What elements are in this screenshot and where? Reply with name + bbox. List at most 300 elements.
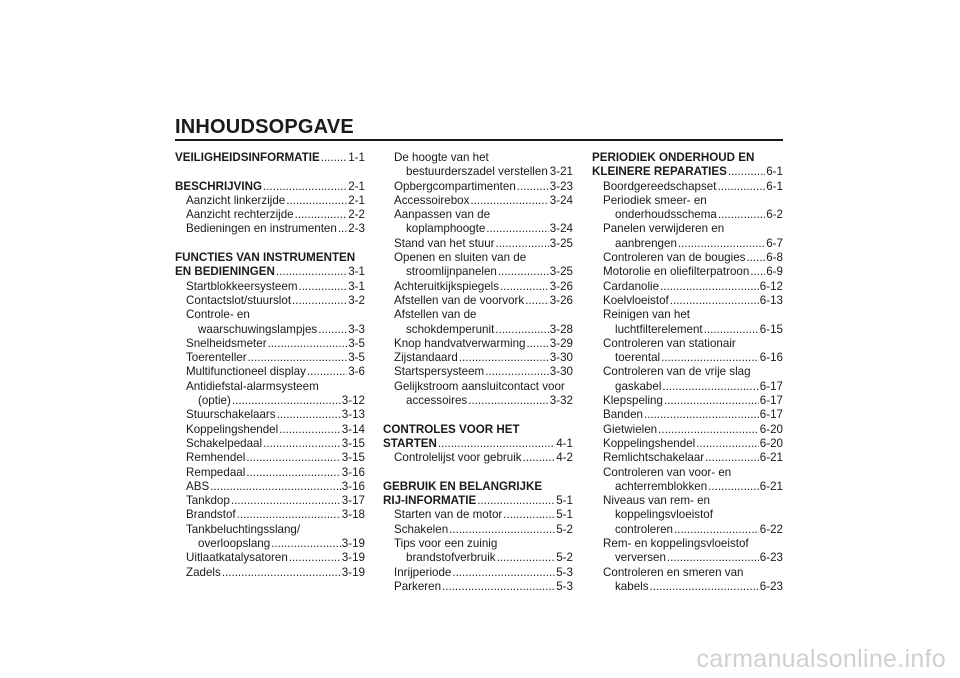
toc-entry-title: accessoires: [406, 394, 468, 408]
toc-entry: [383, 222, 573, 236]
toc-page-number: 6-16: [759, 351, 783, 365]
toc-page-number: 3-15: [341, 436, 365, 450]
toc-page-number: 3-18: [341, 508, 365, 522]
toc-entry: [383, 451, 573, 465]
toc-entry: [175, 408, 365, 422]
toc-page-number: 3-5: [348, 336, 365, 350]
toc-entry-title: PERIODIEK ONDERHOUD EN: [592, 151, 755, 164]
toc-entry-title: verversen: [615, 551, 666, 565]
toc-leader-dots: [452, 566, 555, 580]
toc-leader-dots: [746, 251, 765, 265]
toc-leader-dots: [470, 194, 548, 208]
toc-entry: [383, 508, 573, 522]
toc-entry-title: Multifunctioneel display: [186, 365, 306, 379]
toc-entry: [175, 551, 365, 565]
toc-page-number: 3-12: [341, 394, 365, 408]
toc-leader-dots: [486, 222, 548, 236]
toc-leader-dots: [263, 437, 341, 451]
toc-page-number: 6-13: [759, 293, 783, 307]
toc-entry-title: GEBRUIK EN BELANGRIJKE: [383, 479, 543, 493]
toc-entry-title: Startblokkeersysteem: [186, 279, 298, 293]
toc-entry-title: Bedieningen en instrumenten: [186, 222, 337, 236]
toc-entry-title: kabels: [615, 579, 649, 593]
toc-leader-dots: [708, 480, 759, 494]
toc-page-number: 1-1: [348, 151, 365, 164]
toc-entry-title: Klepspeling: [603, 394, 663, 408]
toc-page-number: 6-15: [759, 322, 783, 336]
toc-entry-title: Inrijperiode: [394, 565, 452, 579]
toc-entry-title: Controle- en: [186, 308, 250, 322]
toc-entry-title: koppelingsvloeistof: [615, 508, 713, 522]
toc-leader-dots: [271, 537, 341, 551]
toc-page-number: 6-17: [759, 394, 783, 408]
toc-page-number: 6-8: [766, 251, 783, 265]
toc-page-number: 3-6: [348, 365, 365, 379]
toc-page-number: 3-19: [341, 537, 365, 551]
toc-entry: [383, 237, 573, 251]
toc-leader-dots: [295, 208, 348, 222]
toc-entry: [592, 394, 783, 408]
toc-entry: [383, 580, 573, 594]
toc-entry: [175, 466, 365, 480]
toc-leader-dots: [279, 423, 341, 437]
toc-entry-title: Zijstandaard: [394, 351, 458, 365]
toc-entry: [175, 280, 365, 294]
toc-entry-title: Motorolie en oliefilterpatroon: [603, 265, 750, 279]
toc-chapter-entry: [175, 251, 365, 265]
toc-entry-title: Starten van de motor: [394, 508, 503, 522]
toc-entry-title: bestuurderszadel verstellen: [406, 165, 548, 179]
toc-leader-dots: [277, 408, 341, 422]
toc-entry-title: onderhoudsschema: [615, 208, 717, 222]
toc-spacer: [175, 237, 365, 251]
toc-entry-title: Controleren van voor- en: [603, 465, 732, 479]
toc-entry: [383, 551, 573, 565]
toc-page-number: 6-17: [759, 379, 783, 393]
toc-entry-title: Controleren van stationair: [603, 336, 736, 350]
toc-entry: [592, 437, 783, 451]
toc-entry-title: Tankbeluchtingsslang/: [186, 522, 301, 536]
toc-entry: [383, 194, 573, 208]
title-divider: [175, 139, 783, 141]
toc-entry: [592, 222, 783, 236]
toc-chapter-entry: [592, 151, 783, 165]
toc-page-number: 6-21: [759, 479, 783, 493]
toc-entry: [383, 251, 573, 265]
toc-page-number: 6-20: [759, 436, 783, 450]
toc-entry: [592, 408, 783, 422]
toc-entry: [175, 323, 365, 337]
toc-entry: [592, 351, 783, 365]
toc-entry-title: Contactslot/stuurslot: [186, 293, 292, 307]
toc-leader-dots: [321, 151, 348, 165]
toc-entry-title: Remlichtschakelaar: [603, 451, 705, 465]
toc-entry: [592, 265, 783, 279]
toc-entry-title: Rem- en koppelingsvloeistof: [603, 537, 749, 551]
toc-entry-title: VEILIGHEIDSINFORMATIE: [175, 151, 320, 164]
toc-leader-dots: [298, 280, 347, 294]
toc-leader-dots: [292, 294, 347, 308]
toc-spacer: [383, 408, 573, 422]
toc-entry-title: Startspersysteem: [394, 365, 485, 379]
toc-entry: [383, 280, 573, 294]
toc-page-number: 3-23: [549, 179, 573, 193]
toc-entry: [383, 380, 573, 394]
page-title: INHOUDSOPGAVE: [175, 116, 354, 138]
toc-entry: [592, 537, 783, 551]
toc-entry: [175, 222, 365, 236]
toc-entry: [592, 523, 783, 537]
toc-entry: [175, 537, 365, 551]
toc-leader-dots: [662, 380, 758, 394]
toc-page-number: 6-7: [766, 236, 783, 250]
toc-page-number: 2-2: [348, 208, 365, 222]
toc-entry: [175, 308, 365, 322]
toc-page-number: 3-30: [549, 365, 573, 379]
toc-leader-dots: [658, 423, 759, 437]
toc-chapter-entry: [383, 423, 573, 437]
toc-entry: [592, 380, 783, 394]
toc-entry-title: De hoogte van het: [394, 151, 489, 164]
toc-entry-title: RIJ-INFORMATIE: [383, 494, 477, 508]
toc-page-number: 5-1: [556, 494, 573, 508]
toc-page-number: 6-2: [766, 208, 783, 222]
toc-page-number: 3-25: [549, 236, 573, 250]
toc-entry-title: Brandstof: [186, 508, 236, 522]
toc-leader-dots: [468, 394, 549, 408]
toc-entry: [383, 265, 573, 279]
toc-entry-title: EN BEDIENINGEN: [175, 265, 275, 279]
toc-leader-dots: [210, 480, 341, 494]
toc-entry-title: Cardanolie: [603, 279, 660, 293]
toc-entry-title: FUNCTIES VAN INSTRUMENTEN: [175, 251, 356, 265]
toc-leader-dots: [263, 180, 347, 194]
toc-entry-title: toerental: [615, 351, 661, 365]
toc-page-number: 3-1: [348, 265, 365, 279]
toc-entry: [175, 523, 365, 537]
toc-chapter-entry: [592, 165, 783, 179]
toc-column-2: [383, 151, 573, 594]
toc-entry-title: stroomlijnpanelen: [406, 265, 497, 279]
toc-leader-dots: [442, 580, 555, 594]
toc-spacer: [383, 466, 573, 480]
toc-page-number: 3-13: [341, 408, 365, 422]
toc-entry: [592, 337, 783, 351]
toc-page-number: 3-3: [348, 322, 365, 336]
toc-entry: [175, 508, 365, 522]
toc-entry-title: Openen en sluiten van de: [394, 251, 527, 265]
toc-entry: [592, 180, 783, 194]
toc-entry: [592, 194, 783, 208]
toc-entry: [592, 294, 783, 308]
toc-column-1: [175, 151, 365, 580]
toc-entry-title: Stuurschakelaars: [186, 408, 276, 422]
toc-leader-dots: [318, 323, 347, 337]
toc-entry: [175, 437, 365, 451]
toc-leader-dots: [750, 265, 765, 279]
toc-leader-dots: [660, 280, 759, 294]
toc-page-number: 5-3: [556, 565, 573, 579]
toc-entry-title: Panelen verwijderen en: [603, 222, 725, 236]
toc-leader-dots: [232, 394, 341, 408]
toc-entry-title: Aanzicht rechterzijde: [186, 208, 294, 222]
toc-entry-title: Controlelijst voor gebruik: [394, 451, 522, 465]
toc-page-number: 3-2: [348, 293, 365, 307]
toc-page-number: 5-2: [556, 522, 573, 536]
toc-leader-dots: [678, 237, 765, 251]
toc-leader-dots: [696, 437, 759, 451]
toc-chapter-entry: [175, 265, 365, 279]
toc-leader-dots: [498, 265, 549, 279]
toc-page-number: 6-21: [759, 451, 783, 465]
toc-entry-title: Uitlaatkatalysatoren: [186, 551, 288, 565]
toc-entry: [383, 151, 573, 165]
toc-entry-title: Banden: [603, 408, 643, 422]
toc-entry-title: Aanzicht linkerzijde: [186, 193, 286, 207]
toc-entry: [383, 523, 573, 537]
toc-leader-dots: [248, 351, 348, 365]
toc-entry: [383, 180, 573, 194]
toc-entry: [175, 451, 365, 465]
toc-page-number: 3-15: [341, 451, 365, 465]
toc-entry-title: Koppelingshendel: [186, 422, 279, 436]
toc-leader-dots: [477, 494, 555, 508]
toc-page-number: 6-23: [759, 551, 783, 565]
toc-entry-title: Gietwielen: [603, 422, 658, 436]
toc-entry: [592, 280, 783, 294]
toc-leader-dots: [231, 494, 341, 508]
toc-entry-title: Knop handvatverwarming: [394, 336, 526, 350]
toc-chapter-entry: [175, 180, 365, 194]
toc-entry: [592, 480, 783, 494]
toc-entry-title: Opbergcompartimenten: [394, 179, 516, 193]
toc-leader-dots: [670, 294, 759, 308]
toc-entry: [592, 323, 783, 337]
toc-page-number: 2-3: [348, 222, 365, 236]
toc-page-number: 3-26: [549, 279, 573, 293]
toc-page-number: 2-1: [348, 193, 365, 207]
toc-entry-title: Afstellen van de: [394, 308, 477, 322]
toc-entry: [383, 351, 573, 365]
toc-entry-title: Rempedaal: [186, 465, 246, 479]
toc-entry-title: Koelvloeistof: [603, 293, 669, 307]
toc-page-number: 6-20: [759, 422, 783, 436]
toc-leader-dots: [289, 551, 341, 565]
toc-leader-dots: [495, 323, 548, 337]
toc-spacer: [175, 165, 365, 179]
toc-page-number: 6-12: [759, 279, 783, 293]
toc-entry-title: Periodiek smeer- en: [603, 193, 707, 207]
toc-entry-title: KLEINERE REPARATIES: [592, 165, 727, 179]
toc-entry: [175, 351, 365, 365]
toc-entry: [175, 337, 365, 351]
toc-page-number: 3-14: [341, 422, 365, 436]
toc-entry-title: aanbrengen: [615, 236, 677, 250]
toc-page-number: 3-28: [549, 322, 573, 336]
toc-leader-dots: [459, 351, 549, 365]
toc-entry-title: Parkeren: [394, 579, 442, 593]
toc-entry-title: Gelijkstroom aansluitcontact voor: [394, 379, 565, 393]
toc-leader-dots: [500, 280, 549, 294]
toc-leader-dots: [664, 394, 759, 408]
toc-chapter-entry: [383, 437, 573, 451]
toc-page-number: 5-3: [556, 579, 573, 593]
toc-leader-dots: [222, 566, 341, 580]
toc-entry-title: gaskabel: [615, 379, 662, 393]
toc-entry-title: brandstofverbruik: [406, 551, 496, 565]
toc-entry: [592, 208, 783, 222]
toc-entry: [592, 451, 783, 465]
toc-entry-title: Controleren van de bougies: [603, 251, 746, 265]
toc-entry: [383, 308, 573, 322]
toc-entry: [383, 365, 573, 379]
toc-page-number: 3-26: [549, 293, 573, 307]
toc-leader-dots: [268, 337, 348, 351]
toc-page-number: 2-1: [348, 179, 365, 193]
toc-page-number: 6-17: [759, 408, 783, 422]
toc-page-number: 3-29: [549, 336, 573, 350]
toc-entry-title: Remhendel: [186, 451, 246, 465]
toc-leader-dots: [307, 365, 347, 379]
toc-page-number: 3-24: [549, 193, 573, 207]
toc-entry: [592, 237, 783, 251]
toc-page-number: 6-9: [766, 265, 783, 279]
toc-entry-title: Schakelpedaal: [186, 436, 263, 450]
toc-leader-dots: [517, 180, 549, 194]
toc-leader-dots: [717, 180, 765, 194]
toc-page-number: 5-2: [556, 551, 573, 565]
toc-entry: [592, 251, 783, 265]
toc-entry-title: BESCHRIJVING: [175, 179, 262, 193]
toc-page-number: 3-30: [549, 351, 573, 365]
toc-entry: [175, 365, 365, 379]
toc-entry-title: (optie): [198, 394, 231, 408]
toc-entry-title: luchtfilterelement: [615, 322, 703, 336]
toc-entry-title: Tips voor een zuinig: [394, 537, 498, 551]
toc-entry-title: Snelheidsmeter: [186, 336, 267, 350]
toc-entry: [383, 294, 573, 308]
watermark: carmanualsonline.info: [696, 645, 946, 673]
toc-page-number: 3-19: [341, 565, 365, 579]
toc-entry: [383, 323, 573, 337]
toc-leader-dots: [705, 451, 759, 465]
toc-page-number: 3-21: [549, 165, 573, 179]
toc-entry: [175, 294, 365, 308]
toc-entry: [592, 494, 783, 508]
toc-leader-dots: [338, 222, 347, 236]
toc-page-number: 3-24: [549, 222, 573, 236]
toc-entry: [592, 365, 783, 379]
toc-entry: [383, 208, 573, 222]
toc-entry: [592, 580, 783, 594]
toc-leader-dots: [503, 508, 555, 522]
toc-leader-dots: [496, 237, 549, 251]
toc-leader-dots: [246, 466, 340, 480]
toc-leader-dots: [667, 551, 759, 565]
toc-leader-dots: [650, 580, 759, 594]
toc-leader-dots: [526, 337, 548, 351]
toc-entry-title: waarschuwingslampjes: [198, 322, 318, 336]
toc-entry-title: Aanpassen van de: [394, 208, 491, 222]
toc-entry: [592, 308, 783, 322]
toc-entry-title: Accessoirebox: [394, 193, 470, 207]
toc-entry: [175, 194, 365, 208]
toc-entry: [592, 566, 783, 580]
toc-leader-dots: [644, 408, 759, 422]
toc-page-number: 3-25: [549, 265, 573, 279]
toc-page-number: 3-19: [341, 551, 365, 565]
toc-leader-dots: [674, 523, 759, 537]
toc-page-number: 6-1: [766, 165, 783, 179]
toc-leader-dots: [497, 551, 556, 565]
toc-leader-dots: [276, 265, 347, 279]
toc-entry: [592, 466, 783, 480]
toc-entry-title: controleren: [615, 522, 674, 536]
toc-entry-title: STARTEN: [383, 436, 437, 450]
toc-entry-title: Boordgereedschapset: [603, 179, 717, 193]
toc-entry-title: ABS: [186, 479, 210, 493]
toc-entry-title: Toerenteller: [186, 351, 247, 365]
toc-page-number: 6-23: [759, 579, 783, 593]
toc-entry: [175, 566, 365, 580]
toc-column-3: [592, 151, 783, 594]
toc-entry-title: Controleren van de vrije slag: [603, 365, 751, 379]
toc-leader-dots: [704, 323, 759, 337]
toc-entry-title: Zadels: [186, 565, 221, 579]
toc-page-number: 3-32: [549, 394, 573, 408]
toc-leader-dots: [523, 451, 556, 465]
toc-page-number: 3-5: [348, 351, 365, 365]
toc-leader-dots: [286, 194, 347, 208]
toc-leader-dots: [449, 523, 555, 537]
toc-entry: [175, 208, 365, 222]
toc-chapter-entry: [383, 480, 573, 494]
toc-page-number: 3-16: [341, 465, 365, 479]
toc-entry: [383, 394, 573, 408]
toc-entry: [383, 337, 573, 351]
toc-entry: [592, 508, 783, 522]
toc-entry: [175, 494, 365, 508]
toc-page-number: 5-1: [556, 508, 573, 522]
toc-leader-dots: [728, 165, 765, 179]
toc-page-number: 6-1: [766, 179, 783, 193]
toc-chapter-entry: [175, 151, 365, 165]
toc-leader-dots: [438, 437, 555, 451]
toc-entry-title: schokdemperunit: [406, 322, 495, 336]
toc-entry-title: Achteruitkijkspiegels: [394, 279, 500, 293]
toc-leader-dots: [237, 508, 341, 522]
toc-entry: [175, 394, 365, 408]
toc-entry-title: koplamphoogte: [406, 222, 486, 236]
toc-leader-dots: [525, 294, 549, 308]
toc-entry-title: Antidiefstal-alarmsysteem: [186, 379, 319, 393]
toc-leader-dots: [718, 208, 765, 222]
toc-leader-dots: [246, 451, 340, 465]
toc-entry: [175, 380, 365, 394]
toc-entry-title: CONTROLES VOOR HET: [383, 422, 520, 436]
toc-entry: [383, 165, 573, 179]
toc-page-number: 3-16: [341, 479, 365, 493]
toc-entry: [175, 480, 365, 494]
toc-entry-title: Stand van het stuur: [394, 236, 495, 250]
toc-page-number: 6-22: [759, 522, 783, 536]
toc-entry: [592, 551, 783, 565]
toc-page-number: 4-2: [556, 451, 573, 465]
toc-leader-dots: [485, 365, 549, 379]
toc-page-number: 3-1: [348, 279, 365, 293]
toc-chapter-entry: [383, 494, 573, 508]
toc-entry-title: Afstellen van de voorvork: [394, 293, 525, 307]
